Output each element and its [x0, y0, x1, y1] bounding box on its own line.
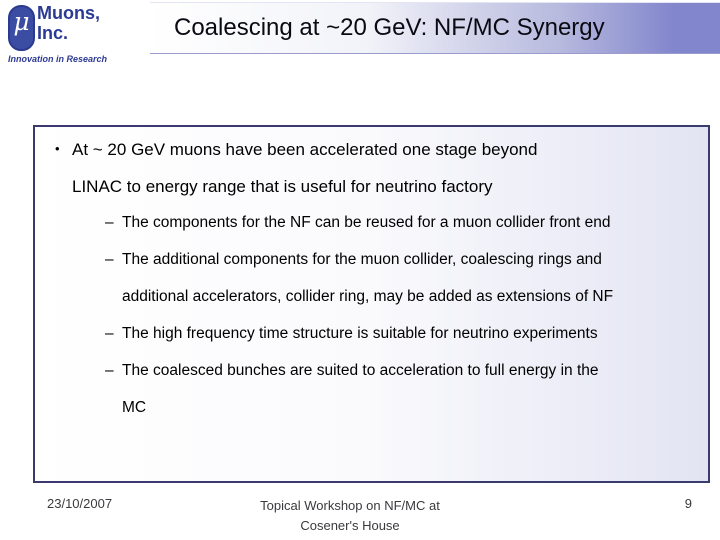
- sub-bullet-text: The coalesced bunches are suited to acceleration to full energy in the: [122, 362, 599, 379]
- footer-venue-line2: Cosener's House: [300, 518, 400, 533]
- logo-name-line1: Muons,: [37, 3, 100, 23]
- sub-bullet-text: additional accelerators, collider ring, may be added as extensions of NF: [122, 288, 614, 305]
- page-number: 9: [684, 496, 692, 511]
- dash-marker: –: [105, 214, 114, 231]
- dash-marker: –: [105, 362, 114, 379]
- sub-bullet-line: [35, 399, 708, 436]
- dash-marker: –: [105, 251, 114, 268]
- slide-footer: [0, 494, 720, 540]
- sub-bullet-text: The high frequency time structure is suitable for neutrino experiments: [122, 325, 598, 342]
- slide-title: Coalescing at ~20 GeV: NF/MC Synergy: [174, 14, 605, 41]
- sub-bullet-text: The components for the NF can be reused for a muon collider front end: [122, 214, 611, 231]
- sub-bullet-line: [35, 362, 708, 399]
- bullet-text: LINAC to energy range that is useful for neutrino factory: [72, 177, 493, 196]
- logo-tagline: Innovation in Research: [8, 54, 108, 64]
- mu-icon: μ: [8, 5, 35, 51]
- content-box: [33, 125, 710, 483]
- sub-bullet-line: [35, 251, 708, 288]
- footer-venue: [190, 496, 510, 536]
- logo-name-line2: Inc.: [37, 23, 69, 43]
- bullet-marker: •: [55, 141, 60, 156]
- sub-bullet-text: The additional components for the muon collider, coalescing rings and: [122, 251, 602, 268]
- sub-bullet-line: [35, 214, 708, 251]
- bullet-line: [35, 140, 708, 177]
- sub-bullet-text: MC: [122, 399, 147, 416]
- sub-bullet-line: [35, 288, 708, 325]
- logo-company-name: [37, 3, 100, 43]
- dash-marker: –: [105, 325, 114, 342]
- footer-date: 23/10/2007: [47, 496, 113, 511]
- footer-venue-line1: Topical Workshop on NF/MC at: [260, 498, 440, 513]
- title-bar: [150, 2, 720, 54]
- bullet-line: [35, 177, 708, 214]
- sub-bullet-line: [35, 325, 708, 362]
- bullet-text: At ~ 20 GeV muons have been accelerated one stage beyond: [72, 140, 538, 159]
